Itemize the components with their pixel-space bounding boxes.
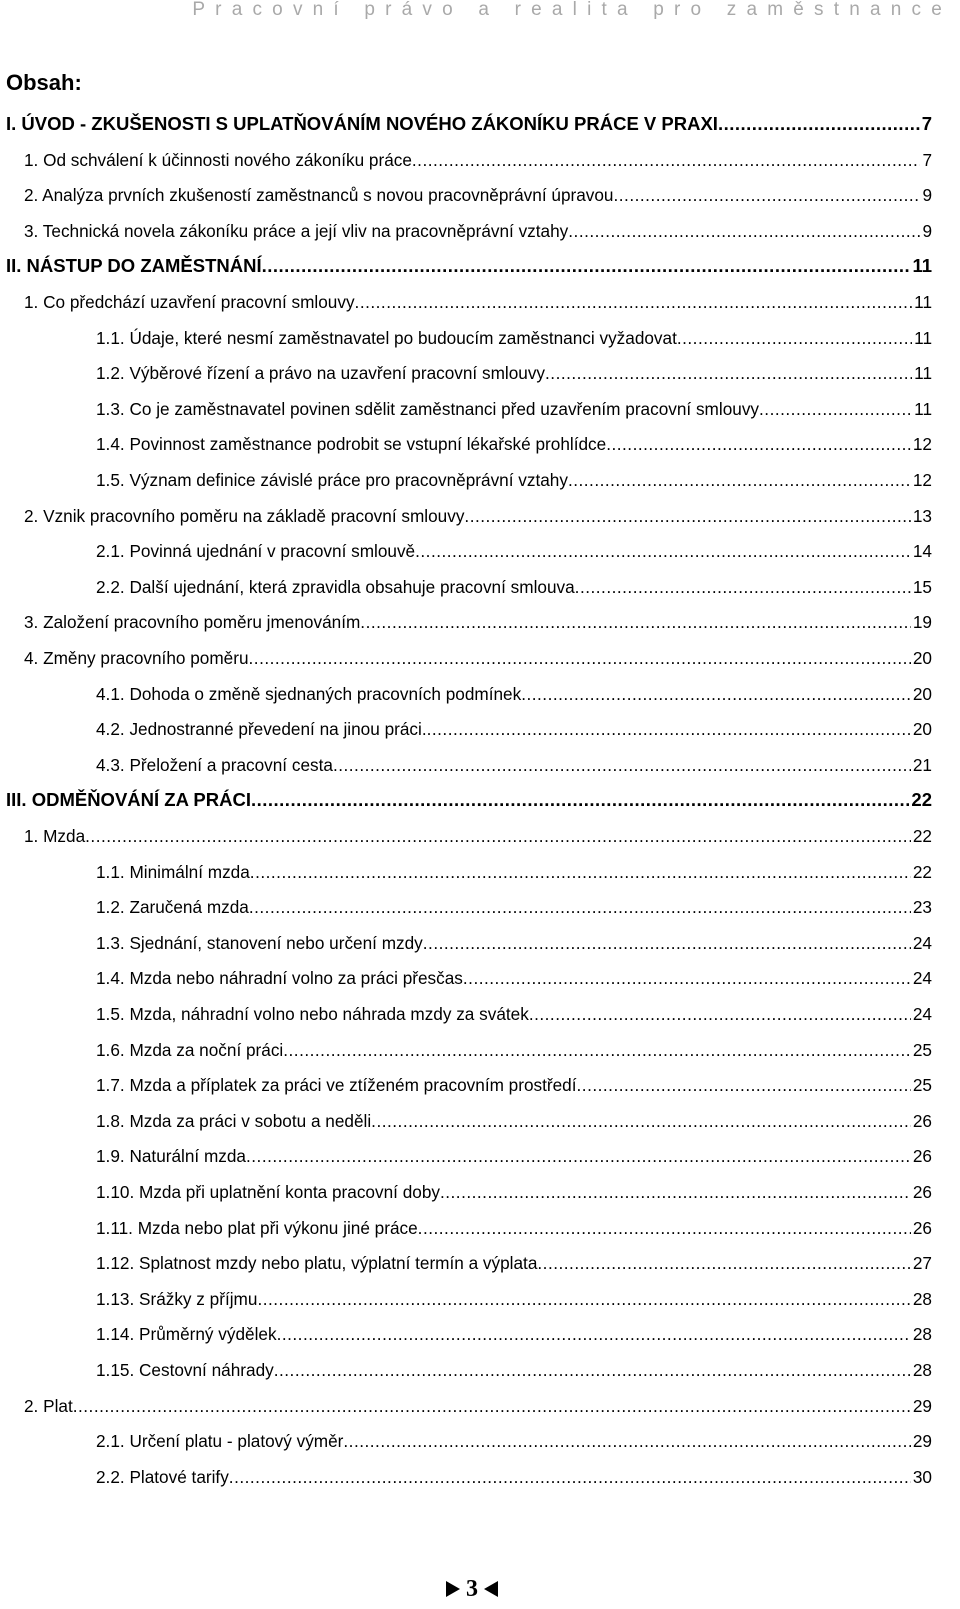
toc-title: Obsah: xyxy=(6,70,82,95)
toc-entry-page: 26 xyxy=(912,1182,932,1202)
dot-leader xyxy=(440,1181,911,1203)
dot-leader xyxy=(274,1359,911,1381)
toc-entry[interactable] xyxy=(96,754,932,776)
toc-entry-title: 4.2. Jednostranné převedení na jinou práci. xyxy=(96,719,427,739)
toc-entry-title: 1.6. Mzda za noční práci xyxy=(96,1040,284,1060)
dot-leader xyxy=(418,1217,911,1239)
dot-leader xyxy=(575,576,911,598)
toc-entry-title: 1.8. Mzda za práci v sobotu a neděli xyxy=(96,1111,372,1131)
toc-entry-page: 28 xyxy=(912,1324,932,1344)
toc-entry-title: 1.12. Splatnost mzdy nebo platu, výplatní termín a výplata xyxy=(96,1253,538,1273)
arrow-right-icon xyxy=(446,1581,460,1597)
toc-entry-title: 2.2. Platové tarify xyxy=(96,1467,229,1487)
toc-entry-title: 4.3. Přeložení a pracovní cesta xyxy=(96,755,333,775)
toc-entry-page: 20 xyxy=(912,684,932,704)
toc-entry-page: 19 xyxy=(912,612,932,632)
toc-entry[interactable] xyxy=(96,1252,932,1274)
toc-entry-title: I. ÚVOD - ZKUŠENOSTI S UPLATŇOVÁNÍM NOVÉHO ZÁKONÍKU PRÁCE V PRAXI xyxy=(6,113,718,134)
toc-entry[interactable] xyxy=(24,825,932,847)
dot-leader xyxy=(283,1039,911,1061)
toc-entry-title: 2.1. Povinná ujednání v pracovní smlouvě xyxy=(96,541,416,561)
dot-leader xyxy=(427,718,911,740)
toc-entry[interactable] xyxy=(96,1217,932,1239)
page-number: 3 xyxy=(466,1576,478,1602)
toc-entry[interactable] xyxy=(24,1395,932,1417)
toc-entry-page: 21 xyxy=(912,755,932,775)
toc-entry-page: 25 xyxy=(912,1075,932,1095)
toc-entry-title: 1. Od schválení k účinnosti nového zákoníku práce xyxy=(24,150,412,170)
toc-entry-page: 24 xyxy=(912,933,932,953)
toc-entry[interactable] xyxy=(24,611,932,633)
dot-leader xyxy=(423,932,911,954)
toc-entry-page: 22 xyxy=(912,862,932,882)
toc-entry-title: 4.1. Dohoda o změně sjednaných pracovních podmínek xyxy=(96,684,522,704)
dot-leader xyxy=(333,754,911,776)
toc-entry-title: 1.5. Mzda, náhradní volno nebo náhrada mzdy za svátek xyxy=(96,1004,529,1024)
toc-entry[interactable] xyxy=(24,149,932,171)
toc-entry-title: 3. Založení pracovního poměru jmenováním xyxy=(24,612,361,632)
dot-leader xyxy=(577,1074,911,1096)
toc-entry[interactable] xyxy=(96,1323,932,1345)
toc-entry-page: 24 xyxy=(912,1004,932,1024)
toc-entry-page: 23 xyxy=(912,897,932,917)
toc-entry[interactable] xyxy=(96,967,932,989)
toc-entry-page: 27 xyxy=(912,1253,932,1273)
toc-entry[interactable] xyxy=(96,1074,932,1096)
dot-leader xyxy=(371,1110,911,1132)
toc-entry-page: 30 xyxy=(912,1467,932,1487)
toc-entry-page: 13 xyxy=(912,506,932,526)
toc-entry[interactable] xyxy=(96,1288,932,1310)
toc-entry-page: 7 xyxy=(921,113,932,134)
toc-entry-page: 28 xyxy=(912,1360,932,1380)
toc-entry-title: 2. Plat xyxy=(24,1396,73,1416)
toc-entry[interactable] xyxy=(96,1430,932,1452)
toc-entry-title: 1.3. Co je zaměstnavatel povinen sdělit zaměstnanci před uzavřením pracovní smlouvy xyxy=(96,399,760,419)
dot-leader xyxy=(614,184,921,206)
toc-entry-page: 9 xyxy=(922,185,932,205)
toc-entry-page: 26 xyxy=(912,1218,932,1238)
toc-entry-title: 1.15. Cestovní náhrady xyxy=(96,1360,274,1380)
dot-leader xyxy=(73,1395,911,1417)
toc-entry-title: 1.3. Sjednání, stanovení nebo určení mzdy xyxy=(96,933,423,953)
dot-leader xyxy=(251,789,909,811)
toc-entry-page: 12 xyxy=(912,470,932,490)
toc-entry-page: 14 xyxy=(912,541,932,561)
dot-leader xyxy=(464,505,910,527)
dot-leader xyxy=(249,896,911,918)
toc-entry[interactable] xyxy=(96,932,932,954)
dot-leader xyxy=(343,1430,910,1452)
toc-entry[interactable] xyxy=(96,576,932,598)
toc-entry-title: 1.4. Povinnost zaměstnance podrobit se vstupní lékařské prohlídce xyxy=(96,434,607,454)
toc-entry[interactable] xyxy=(24,220,932,242)
toc-entry-title: 1.1. Minimální mzda xyxy=(96,862,250,882)
toc-entry[interactable] xyxy=(96,433,932,455)
dot-leader xyxy=(545,362,912,384)
toc-entry[interactable] xyxy=(96,1359,932,1381)
dot-leader xyxy=(262,255,911,277)
toc-entry-title: III. ODMĚŇOVÁNÍ ZA PRÁCI xyxy=(6,789,251,810)
dot-leader xyxy=(250,861,911,883)
toc-entry-page: 12 xyxy=(912,434,932,454)
toc-entry[interactable] xyxy=(6,113,932,135)
toc-entry-page: 15 xyxy=(912,577,932,597)
toc-entry-title: 1.2. Zaručená mzda xyxy=(96,897,249,917)
toc-entry[interactable] xyxy=(96,1466,932,1488)
page-number-footer xyxy=(446,1578,498,1600)
toc-entry[interactable] xyxy=(96,1039,932,1061)
toc-entry-title: 2.1. Určení platu - platový výměr xyxy=(96,1431,344,1451)
dot-leader xyxy=(277,1323,911,1345)
toc-entry-page: 11 xyxy=(914,399,932,419)
dot-leader xyxy=(759,398,912,420)
arrow-left-icon xyxy=(484,1581,498,1597)
dot-leader xyxy=(246,1145,911,1167)
toc-entry-title: 1.2. Výběrové řízení a právo na uzavření pracovní smlouvy xyxy=(96,363,546,383)
dot-leader xyxy=(677,327,912,349)
toc-entry-title: 1.11. Mzda nebo plat při výkonu jiné práce xyxy=(96,1218,418,1238)
dot-leader xyxy=(257,1288,910,1310)
toc-entry-title: 1.5. Význam definice závislé práce pro pracovněprávní vztahy xyxy=(96,470,568,490)
toc-entry-title: 2. Vznik pracovního poměru na základě pracovní smlouvy xyxy=(24,506,465,526)
toc-entry-title: II. NÁSTUP DO ZAMĚSTNÁNÍ xyxy=(6,255,262,276)
toc-entry-page: 26 xyxy=(912,1111,932,1131)
toc-entry[interactable] xyxy=(96,718,932,740)
toc-entry[interactable] xyxy=(24,647,932,669)
dot-leader xyxy=(521,683,911,705)
dot-leader xyxy=(415,540,911,562)
dot-leader xyxy=(568,220,920,242)
dot-leader xyxy=(360,611,911,633)
toc-entry[interactable] xyxy=(96,1181,932,1203)
toc-entry-page: 7 xyxy=(922,150,932,170)
toc-entry-page: 11 xyxy=(912,255,932,276)
toc-entry[interactable] xyxy=(24,184,932,206)
toc-entry-page: 29 xyxy=(912,1396,932,1416)
toc-entry[interactable] xyxy=(96,1110,932,1132)
toc-entry-title: 1. Mzda xyxy=(24,826,86,846)
toc-entry[interactable] xyxy=(96,1003,932,1025)
toc-entry-title: 1. Co předchází uzavření pracovní smlouvy xyxy=(24,292,355,312)
toc-entry[interactable] xyxy=(96,896,932,918)
toc-entry-title: 1.9. Naturální mzda xyxy=(96,1146,246,1166)
toc-entry-page: 20 xyxy=(912,719,932,739)
toc-entry[interactable] xyxy=(96,362,932,384)
toc-entry[interactable] xyxy=(96,861,932,883)
toc-entry[interactable] xyxy=(24,291,932,313)
dot-leader xyxy=(568,469,911,491)
toc-entry[interactable] xyxy=(6,255,932,277)
toc-entry[interactable] xyxy=(96,469,932,491)
toc-entry-title: 1.10. Mzda při uplatnění konta pracovní doby xyxy=(96,1182,440,1202)
dot-leader xyxy=(85,825,911,847)
toc-entry-page: 20 xyxy=(912,648,932,668)
toc-entry[interactable] xyxy=(96,1145,932,1167)
toc-entry-title: 2.2. Další ujednání, která zpravidla obsahuje pracovní smlouva xyxy=(96,577,575,597)
toc-entry-page: 9 xyxy=(922,221,932,241)
toc-entry-title: 1.14. Průměrný výdělek xyxy=(96,1324,277,1344)
toc-entry[interactable] xyxy=(24,505,932,527)
toc-entry-page: 11 xyxy=(914,328,932,348)
dot-leader xyxy=(529,1003,911,1025)
toc-entry-page: 26 xyxy=(912,1146,932,1166)
running-header: Pracovní právo a realita pro zaměstnance xyxy=(192,0,952,20)
toc-entry-page: 11 xyxy=(914,292,932,312)
dot-leader xyxy=(537,1252,910,1274)
dot-leader xyxy=(229,1466,911,1488)
toc-entry-page: 28 xyxy=(912,1289,932,1309)
dot-leader xyxy=(606,433,911,455)
toc-entry-page: 11 xyxy=(914,363,932,383)
toc-entry[interactable] xyxy=(96,683,932,705)
toc-entry-page: 25 xyxy=(912,1040,932,1060)
toc-entry-title: 1.7. Mzda a příplatek za práci ve ztíženém pracovním prostředí xyxy=(96,1075,577,1095)
toc-entry-title: 1.13. Srážky z příjmu xyxy=(96,1289,258,1309)
toc-entry[interactable] xyxy=(96,398,932,420)
toc-entry-page: 22 xyxy=(912,826,932,846)
toc-entry[interactable] xyxy=(96,540,932,562)
dot-leader xyxy=(718,113,920,135)
dot-leader xyxy=(463,967,911,989)
toc-entry-title: 4. Změny pracovního poměru xyxy=(24,648,249,668)
dot-leader xyxy=(412,149,921,171)
toc-entry-title: 1.1. Údaje, které nesmí zaměstnavatel po budoucím zaměstnanci vyžadovat xyxy=(96,328,677,348)
dot-leader xyxy=(249,647,911,669)
toc-entry-page: 24 xyxy=(912,968,932,988)
dot-leader xyxy=(355,291,913,313)
toc-entry[interactable] xyxy=(6,789,932,811)
toc-entry-page: 22 xyxy=(911,789,932,810)
toc-entry-title: 2. Analýza prvních zkušeností zaměstnanců s novou pracovněprávní úpravou xyxy=(24,185,614,205)
toc-entry[interactable] xyxy=(96,327,932,349)
toc-entry-page: 29 xyxy=(912,1431,932,1451)
toc-entry-title: 1.4. Mzda nebo náhradní volno za práci přesčas xyxy=(96,968,463,988)
toc-entry-title: 3. Technická novela zákoníku práce a její vliv na pracovněprávní vztahy xyxy=(24,221,569,241)
